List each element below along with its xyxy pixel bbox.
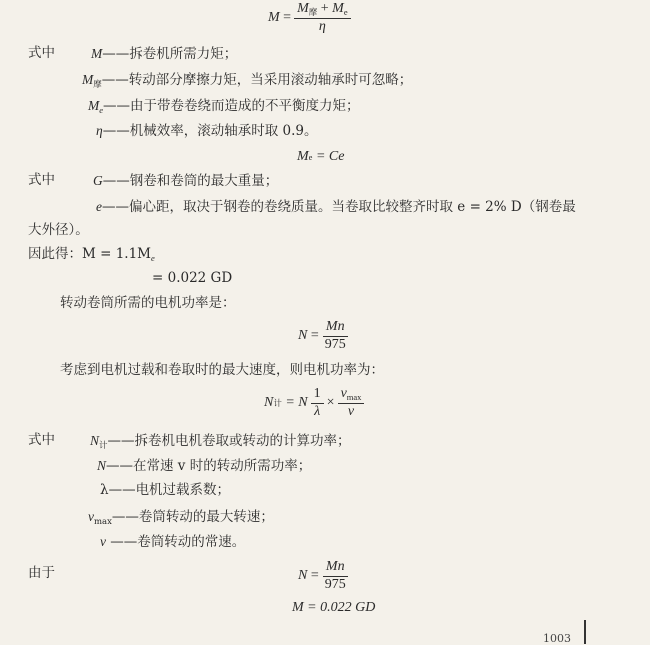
defs-intro-3: 式中 — [28, 432, 55, 448]
fraction: $\frac{v_{max}}{v}$ — [338, 387, 365, 420]
def-item: N——在常速 v 时的转动所需功率； — [97, 458, 312, 474]
derivation-line-1: 因此得：$M = 1.1M_e$ — [28, 246, 155, 263]
def-item: $M_e——$由于带卷卷绕而造成的不平衡度力矩； — [88, 98, 360, 115]
def-item: e——偏心距，取决于钢卷的卷绕质量。当卷取比较整齐时取 e = 2% D（钢卷最 — [96, 199, 576, 215]
paragraph: 转动卷筒所需的电机功率是： — [60, 295, 236, 311]
defs-intro-1: 式中 — [28, 45, 55, 61]
defs-intro-2: 式中 — [28, 172, 55, 188]
derivation-line-2: = 0.022 GD — [152, 270, 233, 286]
formula-calculated-power: N 计 = N $\frac{1}{\lambda}$ × $\frac{v_{max}}{v}$ — [264, 387, 367, 420]
page-number: 1003 — [543, 632, 571, 645]
def-item: λ——电机过载系数； — [100, 482, 231, 498]
paragraph: 考虑到电机过载和卷取时的最大速度，则电机功率为： — [60, 362, 384, 378]
fraction: $\frac{M_摩 + M_e}{\eta}$ — [294, 2, 351, 35]
def-continuation: 大外径）。 — [28, 222, 89, 238]
def-item: $M_摩——$转动部分摩擦力矩，当采用滚动轴承时可忽略； — [82, 72, 413, 90]
def-item: v ——卷筒转动的常速。 — [100, 534, 246, 550]
formula-power-repeat: N = $\frac{Mn}{975}$ — [298, 560, 352, 592]
fraction: $\frac{1}{\lambda}$ — [311, 387, 324, 419]
def-item: G——钢卷和卷筒的最大重量； — [93, 173, 279, 189]
def-item: η——机械效率，滚动轴承时取 0.9。 — [96, 123, 318, 139]
def-item: $N_计——$拆卷机电机卷取或转动的计算功率； — [90, 433, 351, 451]
def-item: $v_{max}——$卷筒转动的最大转速； — [88, 509, 274, 527]
since-label: 由于 — [28, 565, 55, 581]
formula-torque-result: M = 0.022 GD — [292, 600, 376, 615]
def-item: M——拆卷机所需力矩； — [91, 46, 238, 62]
formula-torque: M = $\frac{M_摩 + M_e}{\eta}$ — [268, 2, 354, 35]
fraction: $\frac{Mn}{975}$ — [324, 319, 346, 352]
formula-motor-power: N = $\frac{Mn}{975}$ — [298, 320, 352, 352]
formula-unbalance-torque: M e = Ce — [297, 149, 345, 164]
fraction: $\frac{Mn}{975}$ — [324, 559, 346, 592]
page-edge-mark — [584, 620, 586, 644]
